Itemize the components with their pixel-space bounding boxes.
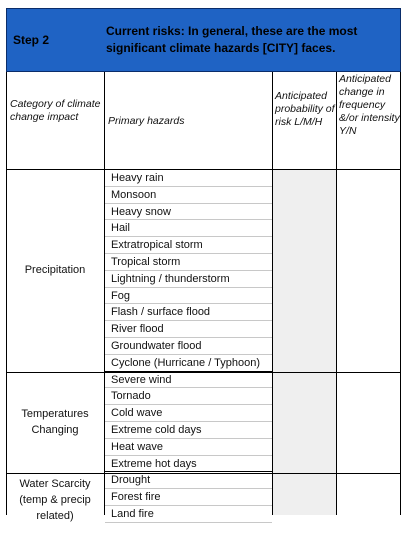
hazard-row[interactable]: Monsoon xyxy=(105,187,272,204)
column-header-hazards-text: Primary hazards xyxy=(108,115,185,127)
category-group-water-scarcity xyxy=(6,474,104,534)
column-header-category xyxy=(7,72,105,169)
grid-line xyxy=(336,170,337,515)
hazard-row[interactable]: Extreme cold days xyxy=(105,422,272,439)
change-input-column[interactable] xyxy=(337,170,400,515)
grid-line xyxy=(6,170,7,515)
column-header-probability-text: Anticipated probability of risk L/M/H xyxy=(275,90,335,128)
category-label: Temperatures Changing xyxy=(21,408,89,436)
hazard-list xyxy=(105,170,272,523)
column-header-hazards xyxy=(105,72,273,169)
hazard-row[interactable]: Drought xyxy=(105,472,272,489)
grid-line xyxy=(272,170,273,515)
hazard-row[interactable]: Heavy rain xyxy=(105,170,272,187)
grid-line xyxy=(400,170,401,515)
hazard-row[interactable]: Severe wind xyxy=(105,372,272,389)
hazard-row[interactable]: Extratropical storm xyxy=(105,237,272,254)
category-group-precipitation xyxy=(6,170,104,372)
category-label: Precipitation xyxy=(24,264,86,276)
hazard-row[interactable]: Tropical storm xyxy=(105,254,272,271)
step-title: Current risks: In general, these are the most significant climate hazards [CITY] faces. xyxy=(106,24,358,55)
hazard-row[interactable]: Hail xyxy=(105,220,272,237)
grid-line xyxy=(104,170,105,515)
step-header xyxy=(6,8,401,72)
column-header-category-text: Category of climate change impact xyxy=(10,98,101,123)
hazard-row[interactable]: River flood xyxy=(105,321,272,338)
column-header-change xyxy=(337,72,401,169)
hazard-row[interactable]: Cold wave xyxy=(105,405,272,422)
hazard-row[interactable]: Heavy snow xyxy=(105,204,272,221)
group-divider xyxy=(6,372,401,373)
step-label: Step 2 xyxy=(13,33,50,47)
category-label: Water Scarcity (temp & precip related) xyxy=(19,478,91,522)
hazard-row[interactable]: Lightning / thunderstorm xyxy=(105,271,272,288)
group-divider xyxy=(6,473,401,474)
hazard-row[interactable]: Forest fire xyxy=(105,489,272,506)
probability-input-column[interactable] xyxy=(273,170,336,515)
hazard-row[interactable]: Tornado xyxy=(105,388,272,405)
hazard-row[interactable]: Heat wave xyxy=(105,439,272,456)
column-header-row xyxy=(6,72,401,170)
column-header-probability xyxy=(273,72,337,169)
category-group-temperatures xyxy=(6,373,104,473)
hazard-row[interactable]: Flash / surface flood xyxy=(105,304,272,321)
hazard-row[interactable]: Groundwater flood xyxy=(105,338,272,355)
hazard-row[interactable]: Land fire xyxy=(105,506,272,523)
column-header-change-text: Anticipated change in frequency &/or intensity Y/N xyxy=(339,73,400,137)
hazard-row[interactable]: Extreme hot days xyxy=(105,456,272,473)
hazard-table-body xyxy=(6,170,401,522)
hazard-row[interactable]: Fog xyxy=(105,288,272,305)
hazard-row[interactable]: Cyclone (Hurricane / Typhoon) xyxy=(105,355,272,372)
